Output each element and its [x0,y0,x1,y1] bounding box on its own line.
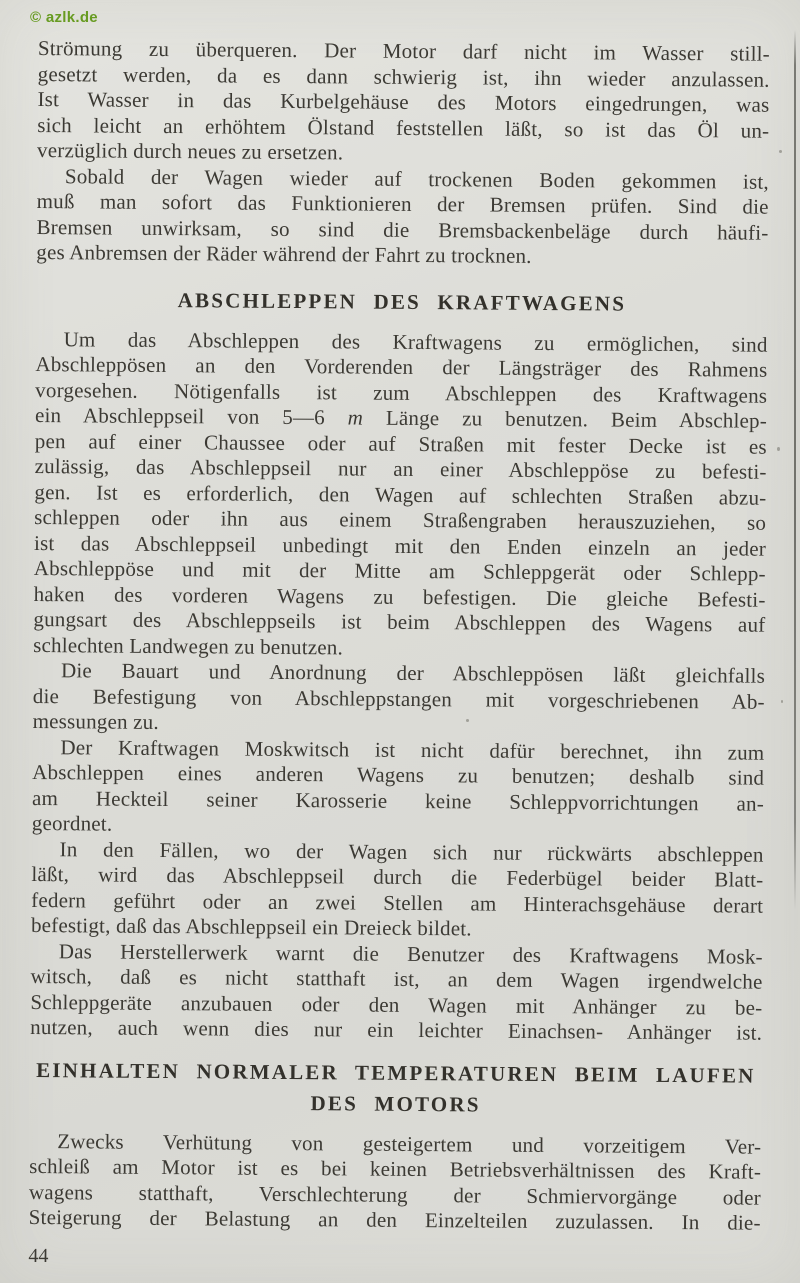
heading-line: EINHALTEN NORMALER TEMPERATUREN BEIM LAUFEN [36,1057,756,1088]
text-line: gesetzt werden, da es dann schwierig ist, ihn wieder anzulassen. [37,61,770,92]
section-heading [30,1054,762,1122]
text-line: sich leicht an erhöhtem Ölstand feststellen läßt, so ist das Öl un- [37,112,770,143]
text-line: zulässig, das Abschleppseil nur an einer Abschleppöse zu befesti- [34,453,767,484]
text-line: haken des vorderen Wagens zu befestigen. Die gleiche Befesti- [33,581,766,612]
text-line: gen. Ist es erforderlich, den Wagen auf schlechten Straßen abzu- [34,479,767,510]
paragraph [33,326,768,663]
paragraph [37,36,770,169]
text-line: pen auf einer Chaussee oder auf Straßen mit fester Decke ist es [34,428,767,459]
page-number: 44 [28,1244,49,1267]
text-line: ein Abschleppseil von 5—6 m Länge zu benutzen. Beim Abschlep- [34,402,768,433]
paragraph [31,836,764,944]
scan-speck [777,447,780,451]
text-line: verzüglich durch neues zu ersetzen. [37,137,344,165]
text-line: ist das Abschleppseil unbedingt mit den Enden einzeln an jeder [33,530,767,561]
text-line: Sobald der Wagen wieder auf trockenen Boden gekommen ist, [64,163,769,194]
paragraph [30,938,763,1046]
text-line: Bremsen unwirksam, so sind die Bremsbackenbeläge durch häufi- [36,214,769,245]
text-line: schleppen oder ihn aus einem Straßengraben herauszuziehen, so [34,504,767,535]
scan-edge-artifact [794,30,796,910]
text-line: witsch, daß es nicht statthaft ist, an dem Wagen irgendwelche [30,963,763,994]
text-line: Der Kraftwagen Moskwitsch ist nicht dafür berechnet, ihn zum [60,734,765,765]
section-heading [36,283,768,320]
text-line: Steigerung der Belastung an den Einzelteilen zuzulassen. In die- [28,1204,761,1235]
text-line: Strömung zu überqueren. Der Motor darf nicht im Wasser still- [37,36,770,66]
paragraph [32,734,765,842]
text-line: befestigt, daß das Abschleppseil ein Dreieck bildet. [30,912,472,941]
paragraph [33,658,766,740]
text-line: Das Herstellerwerk warnt die Benutzer des Kraftwagens Mosk- [58,938,763,969]
text-line: nutzen, auch wenn dies nur ein leichter Einachsen- Anhänger ist. [30,1014,763,1045]
paragraph [36,163,769,271]
heading-line: DES MOTORS [310,1090,481,1117]
text-line: Zwecks Verhütung von gesteigertem und vorzeitigem Ver- [57,1128,762,1159]
text-line: die Befestigung von Abschleppstangen mit vorgeschriebenen Ab- [32,683,765,714]
text-line: gungsart des Abschleppseils ist beim Abschleppen des Wagens auf [33,606,766,637]
text-line: Die Bauart und Anordnung der Abschleppösen läßt gleichfalls [60,658,766,688]
text-line: Ist Wasser in das Kurbelgehäuse des Motors eingedrungen, was [37,86,770,117]
text-line: wagens statthaft, Verschlechterung der Schmiervorgänge oder [28,1179,761,1210]
page-content [28,36,770,1273]
text-line: messungen zu. [32,708,159,734]
text-line: Abschleppöse und mit der Mitte am Schleppgerät oder Schlepp- [33,555,766,586]
text-line: geordnet. [31,810,113,836]
text-line: ges Anbremsen der Räder während der Fahrt zu trocknen. [36,239,532,268]
text-line: läßt, wird das Abschleppseil durch die Federbügel beider Blatt- [31,861,764,892]
text-line: Abschleppösen an den Vorderenden der Längsträger des Rahmens [35,351,768,382]
text-blocks-host [29,36,770,1236]
scan-speck [779,150,782,153]
watermark: © azlk.de [30,9,98,26]
text-line: muß man sofort das Funktionieren der Bremsen prüfen. Sind die [36,188,769,219]
text-line: Abschleppen eines anderen Wagens zu benutzen; deshalb sind [32,759,765,790]
text-line: vorgesehen. Nötigenfalls ist zum Abschleppen des Kraftwagens [35,377,768,408]
heading-line: ABSCHLEPPEN DES KRAFTWAGENS [177,287,627,316]
text-line: Schleppgeräte anzubauen oder den Wagen mit Anhänger zu be- [30,989,763,1020]
text-line: schlechten Landwegen zu benutzen. [33,632,344,659]
scan-speck [781,700,783,703]
text-line: schleiß am Motor ist es bei keinen Betriebsverhältnissen des Kraft- [29,1153,762,1184]
text-line: In den Fällen, wo der Wagen sich nur rückwärts abschleppen [59,836,764,867]
paragraph [29,1128,762,1236]
scan-speck [466,719,469,722]
text-line: am Heckteil seiner Karosserie keine Schleppvorrichtungen an- [31,785,765,816]
text-line: federn geführt oder an zwei Stellen am Hinterachsgehäuse derart [31,887,764,918]
text-line: Um das Abschleppen des Kraftwagens zu ermöglichen, sind [63,326,768,357]
